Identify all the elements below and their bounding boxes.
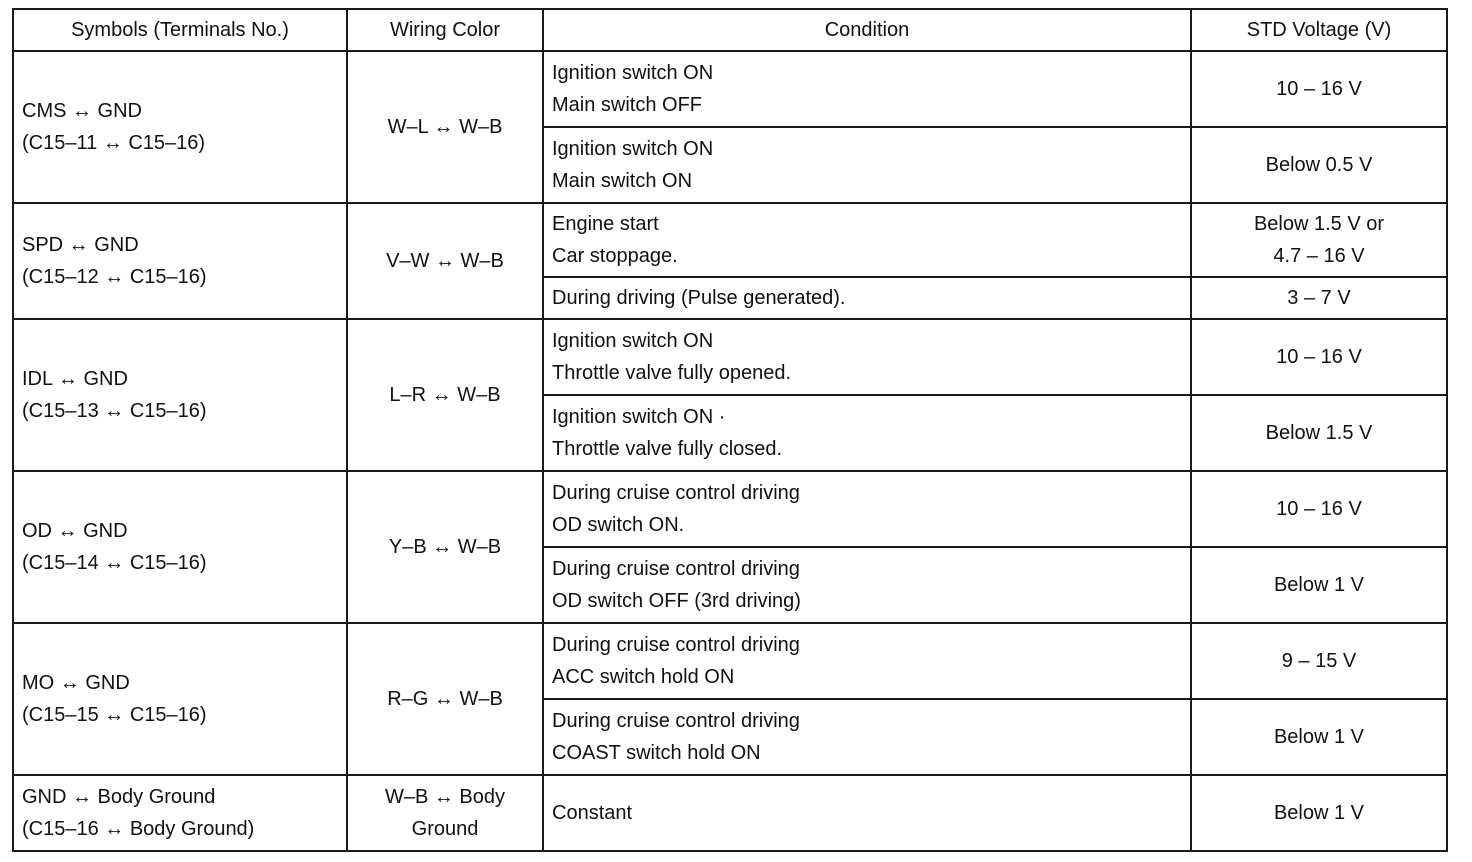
wiring-color-text: R–G ↔ W–B: [387, 688, 503, 710]
symbol-cell: [13, 319, 347, 471]
terminal-numbers: (C15–12 ↔ C15–16): [22, 266, 207, 288]
condition-text: Ignition switch ON: [552, 62, 714, 84]
header-condition: Condition: [543, 9, 1191, 51]
condition-cell: [543, 471, 1191, 547]
std-voltage-text: 9 – 15 V: [1281, 650, 1357, 672]
table-row: [13, 775, 1447, 851]
table-body: [13, 51, 1447, 851]
table-row: [13, 471, 1447, 547]
wiring-color-cell: [347, 51, 543, 203]
std-voltage-cell: [1191, 699, 1447, 775]
voltage-spec-table: [12, 8, 1448, 852]
condition-text: Throttle valve fully opened.: [552, 362, 792, 384]
header-row: [13, 9, 1447, 51]
symbol-cell: [13, 51, 347, 203]
wiring-color-cell: [347, 203, 543, 319]
condition-text: Engine start: [552, 213, 659, 235]
std-voltage-text: Below 0.5 V: [1265, 154, 1373, 176]
condition-text: Throttle valve fully closed.: [552, 438, 783, 460]
std-voltage-text: Below 1.5 V: [1265, 422, 1373, 444]
condition-cell: [543, 623, 1191, 699]
std-voltage-cell: [1191, 471, 1447, 547]
wiring-color-cell: [347, 623, 543, 775]
table-row: [13, 319, 1447, 395]
condition-text: During cruise control driving: [552, 634, 800, 656]
symbol-cell: [13, 623, 347, 775]
terminal-numbers: (C15–11 ↔ C15–16): [22, 132, 206, 154]
condition-text: Car stoppage.: [552, 245, 678, 267]
std-voltage-cell: [1191, 623, 1447, 699]
condition-cell: [543, 699, 1191, 775]
symbol-name: IDL ↔ GND: [22, 368, 128, 390]
wiring-color-text: V–W ↔ W–B: [386, 250, 504, 272]
condition-cell: [543, 775, 1191, 851]
condition-cell: [543, 203, 1191, 277]
table-row: [13, 51, 1447, 127]
std-voltage-text: Below 1 V: [1273, 802, 1365, 824]
wiring-color-text: Ground: [411, 818, 479, 840]
symbol-name: SPD ↔ GND: [22, 234, 139, 256]
condition-text: Ignition switch ON ·: [552, 406, 726, 428]
symbol-name: GND ↔ Body Ground: [22, 786, 216, 808]
wiring-color-cell: [347, 775, 543, 851]
header-std-voltage: STD Voltage (V): [1191, 9, 1447, 51]
std-voltage-text: Below 1 V: [1273, 726, 1365, 748]
symbol-name: OD ↔ GND: [22, 520, 128, 542]
std-voltage-text: Below 1 V: [1273, 574, 1365, 596]
wiring-color-cell: [347, 471, 543, 623]
std-voltage-cell: [1191, 395, 1447, 471]
std-voltage-cell: [1191, 547, 1447, 623]
condition-cell: [543, 51, 1191, 127]
terminal-numbers: (C15–13 ↔ C15–16): [22, 400, 207, 422]
condition-text: OD switch ON.: [552, 514, 685, 536]
std-voltage-text: 10 – 16 V: [1276, 346, 1362, 368]
spec-table-wrapper: [12, 8, 1446, 852]
condition-text: ACC switch hold ON: [552, 666, 735, 688]
wiring-color-text: W–B ↔ Body: [384, 786, 506, 808]
std-voltage-text: Below 1.5 V or: [1253, 213, 1385, 235]
condition-cell: [543, 395, 1191, 471]
std-voltage-cell: [1191, 319, 1447, 395]
terminal-numbers: (C15–14 ↔ C15–16): [22, 552, 207, 574]
std-voltage-text: 10 – 16 V: [1276, 498, 1362, 520]
symbol-cell: [13, 471, 347, 623]
std-voltage-cell: [1191, 775, 1447, 851]
condition-text: Main switch OFF: [552, 94, 703, 116]
condition-text: Main switch ON: [552, 170, 693, 192]
std-voltage-text: 10 – 16 V: [1276, 78, 1362, 100]
condition-text: Ignition switch ON: [552, 330, 714, 352]
wiring-color-text: Y–B ↔ W–B: [388, 536, 502, 558]
std-voltage-cell: [1191, 277, 1447, 319]
std-voltage-text: 3 – 7 V: [1287, 287, 1351, 309]
condition-cell: [543, 547, 1191, 623]
wiring-color-text: W–L ↔ W–B: [387, 116, 503, 138]
terminal-numbers: (C15–15 ↔ C15–16): [22, 704, 207, 726]
symbol-name: MO ↔ GND: [22, 672, 130, 694]
condition-text: COAST switch hold ON: [552, 742, 761, 764]
condition-text: OD switch OFF (3rd driving): [552, 590, 801, 612]
condition-text: During cruise control driving: [552, 558, 800, 580]
wiring-color-text: L–R ↔ W–B: [389, 384, 501, 406]
condition-text: During cruise control driving: [552, 482, 800, 504]
header-symbols: Symbols (Terminals No.): [13, 9, 347, 51]
condition-cell: [543, 127, 1191, 203]
wiring-color-cell: [347, 319, 543, 471]
table-row: [13, 623, 1447, 699]
std-voltage-cell: [1191, 51, 1447, 127]
std-voltage-text: 4.7 – 16 V: [1273, 245, 1365, 267]
terminal-numbers: (C15–16 ↔ Body Ground): [22, 818, 255, 840]
symbol-cell: [13, 203, 347, 319]
condition-text: During cruise control driving: [552, 710, 800, 732]
condition-cell: [543, 277, 1191, 319]
std-voltage-cell: [1191, 203, 1447, 277]
std-voltage-cell: [1191, 127, 1447, 203]
symbol-name: CMS ↔ GND: [22, 100, 142, 122]
condition-cell: [543, 319, 1191, 395]
header-wiring-color: Wiring Color: [347, 9, 543, 51]
condition-text: During driving (Pulse generated).: [552, 287, 846, 309]
condition-text: Ignition switch ON: [552, 138, 714, 160]
symbol-cell: [13, 775, 347, 851]
table-row: [13, 203, 1447, 277]
condition-text: Constant: [552, 802, 633, 824]
